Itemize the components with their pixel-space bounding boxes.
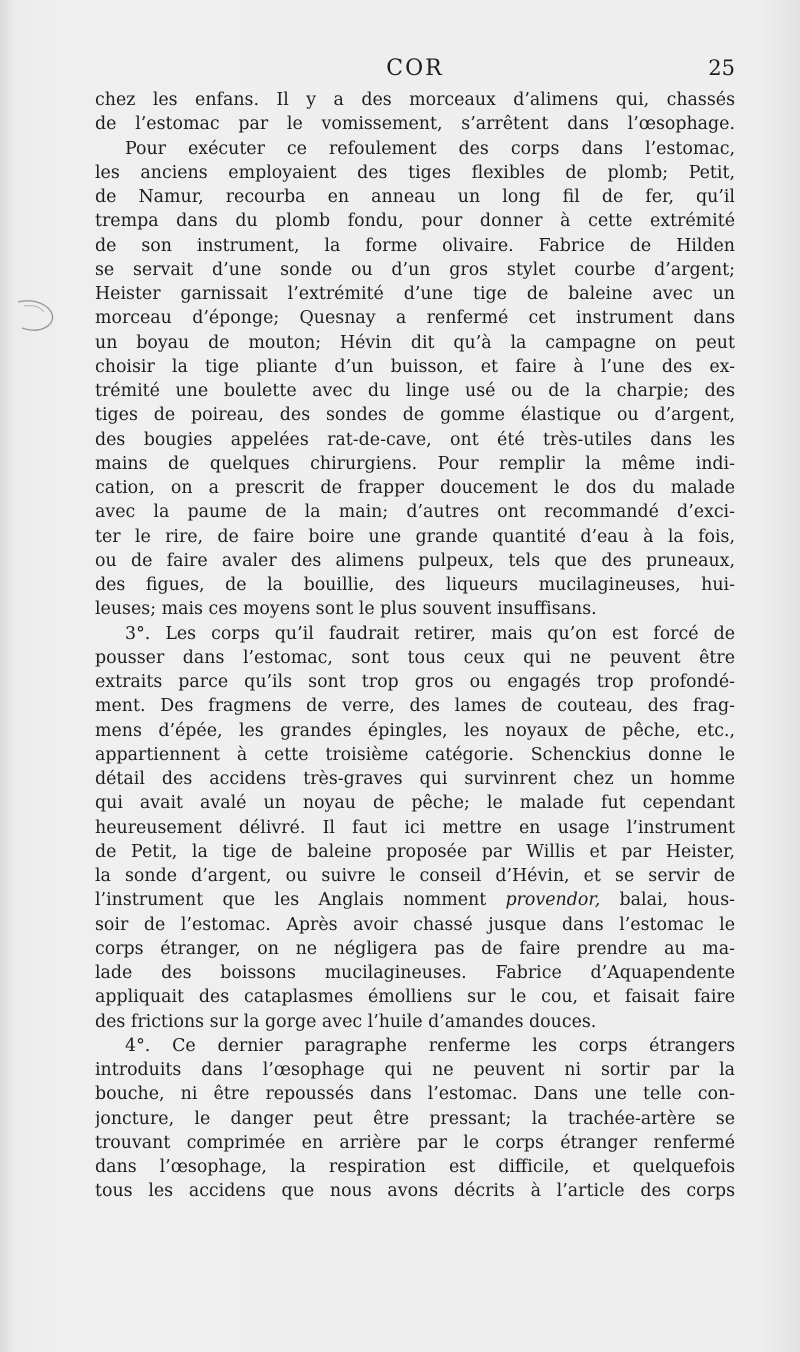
- text-line: 3°. Les corps qu’il faudrait retirer, mais qu’on est forcé de: [125, 623, 735, 644]
- line-segment: balai, hous-: [600, 890, 735, 911]
- text-line: de l’estomac par le vomissement, s’arrêtent dans l’œsophage.: [95, 114, 735, 135]
- text-line: cation, on a prescrit de frapper doucement le dos du malade: [95, 478, 735, 498]
- text-line: joncture, le danger peut être pressant; la trachée-artère se: [95, 1108, 735, 1129]
- body-text: [95, 88, 735, 1204]
- text-line: [95, 888, 735, 912]
- pencil-mark: [14, 296, 64, 336]
- text-line: pousser dans l’estomac, sont tous ceux qui ne peuvent être: [95, 647, 735, 668]
- text-line: appartiennent à cette troisième catégorie. Schenckius donne le: [95, 744, 735, 765]
- text-line: choisir la tige pliante d’un buisson, et faire à l’une des ex-: [95, 356, 735, 377]
- text-line: des frictions sur la gorge avec l’huile d’amandes douces.: [95, 1011, 597, 1032]
- text-line: de Namur, recourba en anneau un long fil de fer, qu’il: [95, 187, 735, 207]
- text-line: qui avait avalé un noyau de pêche; le malade fut cependant: [95, 793, 735, 814]
- text-line: ou de faire avaler des alimens pulpeux, tels que des pruneaux,: [95, 550, 735, 571]
- text-line: se servait d’une sonde ou d’un gros stylet courbe d’argent;: [95, 259, 735, 280]
- text-line: les anciens employaient des tiges flexibles de plomb; Petit,: [95, 162, 735, 183]
- text-line: trouvant comprimée en arrière par le corps étranger renfermé: [95, 1132, 735, 1153]
- text-line: extraits parce qu’ils sont trop gros ou engagés trop profondé-: [95, 672, 735, 692]
- text-line: dans l’œsophage, la respiration est difficile, et quelquefois: [95, 1157, 735, 1177]
- text-line: de Petit, la tige de baleine proposée par Willis et par Heister,: [95, 841, 735, 862]
- text-line: lade des boissons mucilagineuses. Fabrice d’Aquapendente: [95, 963, 735, 983]
- text-line: 4°. Ce dernier paragraphe renferme les corps étrangers: [125, 1035, 735, 1056]
- text-line: heureusement délivré. Il faut ici mettre en usage l’instrument: [95, 817, 735, 838]
- text-line: mens d’épée, les grandes épingles, les noyaux de pêche, etc.,: [95, 720, 735, 741]
- text-line: Pour exécuter ce refoulement des corps dans l’estomac,: [125, 138, 735, 159]
- text-line: un boyau de mouton; Hévin dit qu’à la campagne on peut: [95, 332, 735, 353]
- text-line: morceau d’éponge; Quesnay a renfermé cet instrument dans: [95, 308, 735, 329]
- text-line: trempa dans du plomb fondu, pour donner à cette extrémité: [95, 211, 735, 232]
- line-segment: l’instrument que les Anglais nomment: [95, 890, 487, 911]
- text-line: appliquait des cataplasmes émolliens sur le cou, et faisait faire: [95, 987, 735, 1008]
- text-line: des bougies appelées rat-de-cave, ont été très-utiles dans les: [95, 429, 735, 450]
- italic-term: provendor,: [505, 890, 601, 911]
- page-header: [95, 56, 735, 86]
- text-line: trémité une boulette avec du linge usé ou de la charpie; des: [95, 381, 735, 401]
- text-line: tiges de poireau, des sondes de gomme élastique ou d’argent,: [95, 405, 735, 426]
- text-line: des figues, de la bouillie, des liqueurs mucilagineuses, hui-: [95, 575, 735, 595]
- text-line: détail des accidens très-graves qui survinrent chez un homme: [95, 769, 735, 789]
- text-line: corps étranger, on ne négligera pas de faire prendre au ma-: [95, 938, 735, 959]
- page-number: 25: [708, 56, 735, 80]
- text-line: ter le rire, de faire boire une grande quantité d’eau à la fois,: [95, 526, 735, 547]
- text-line: de son instrument, la forme olivaire. Fabrice de Hilden: [95, 235, 735, 256]
- running-head: COR: [386, 56, 444, 81]
- text-line: tous les accidens que nous avons décrits à l’article des corps: [95, 1181, 735, 1202]
- text-line: ment. Des fragmens de verre, des lames de couteau, des frag-: [95, 696, 735, 717]
- text-line: bouche, ni être repoussés dans l’estomac. Dans une telle con-: [95, 1084, 735, 1105]
- text-line: introduits dans l’œsophage qui ne peuvent ni sortir par la: [95, 1060, 735, 1080]
- text-line: mains de quelques chirurgiens. Pour remplir la même indi-: [95, 453, 735, 474]
- text-line: la sonde d’argent, ou suivre le conseil d’Hévin, et se servir de: [95, 866, 735, 886]
- text-line: leuses; mais ces moyens sont le plus souvent insuffisans.: [95, 599, 597, 620]
- text-line: avec la paume de la main; d’autres ont recommandé d’exci-: [95, 502, 735, 523]
- text-line: chez les enfans. Il y a des morceaux d’alimens qui, chassés: [95, 90, 735, 110]
- text-line: Heister garnissait l’extrémité d’une tige de baleine avec un: [95, 284, 735, 304]
- text-line: soir de l’estomac. Après avoir chassé jusque dans l’estomac le: [95, 914, 735, 935]
